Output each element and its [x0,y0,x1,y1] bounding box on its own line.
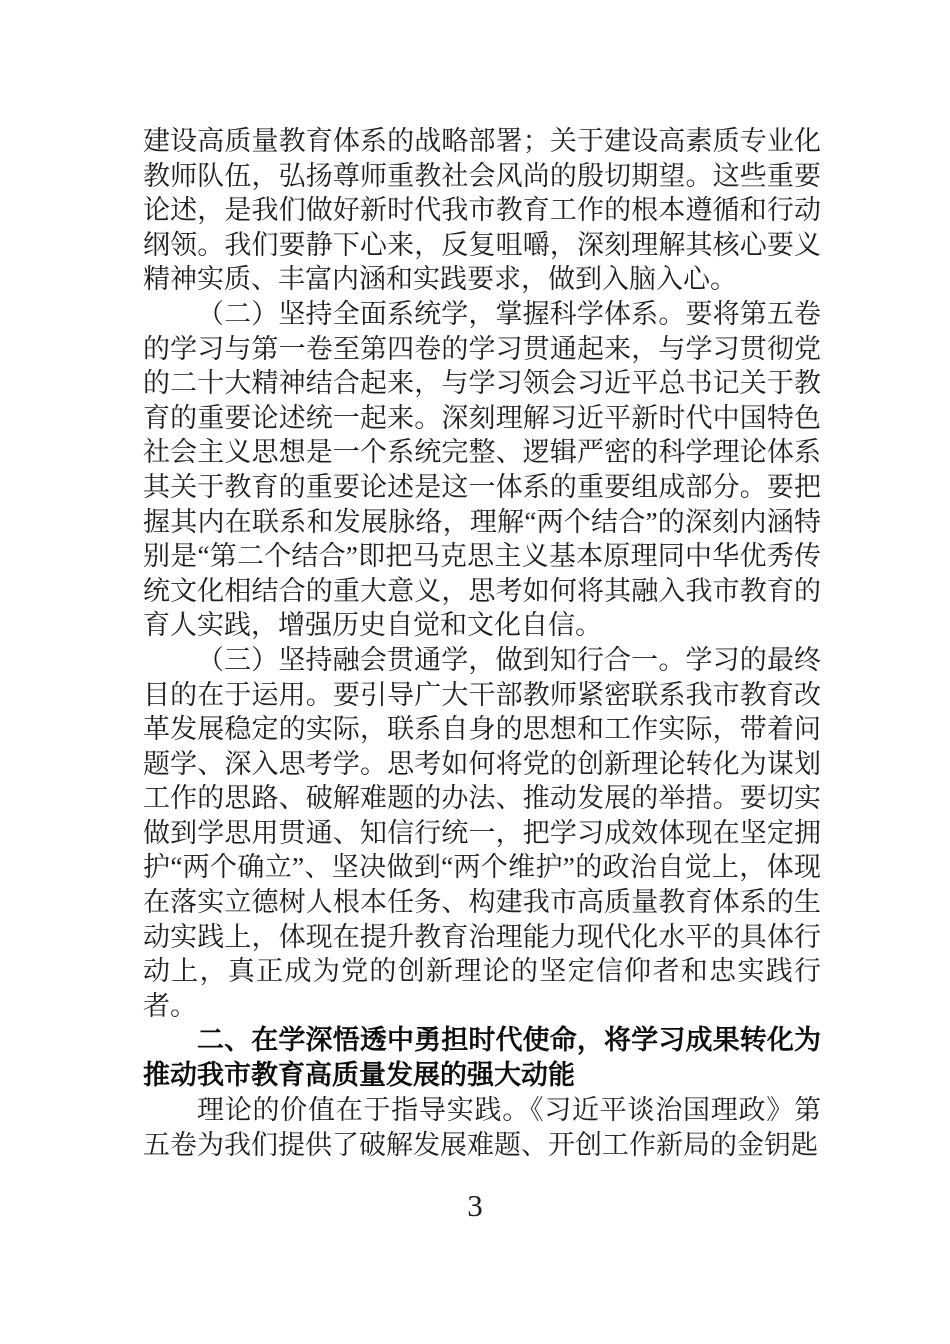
paragraph-point-three: （三）坚持融会贯通学，做到知行合一。学习的最终目的在于运用。要引导广大干部教师紧密联系我市教育改革发展稳定的实际，联系自身的思想和工作实际，带着问题学、深入思考学。思考如何将党的创新理论转化为谋划工作的思路、破解难题的办法、推动发展的举措。要切实做到学思用贯通、知信行统一，把学习成效体现在坚定拥护“两个确立”、坚决做到“两个维护”的政治自觉上，体现在落实立德树人根本任务、构建我市高质量教育体系的生动实践上，体现在提升教育治理能力现代化水平的具体行动上，真正成为党的创新理论的坚定信仰者和忠实践行者。 [143,644,821,1021]
paragraph-point-two: （二）坚持全面系统学，掌握科学体系。要将第五卷的学习与第一卷至第四卷的学习贯通起来，与学习贯彻党的二十大精神结合起来，与学习领会习近平总书记关于教育的重要论述统一起来。深刻理解习近平新时代中国特色社会主义思想是一个系统完整、逻辑严密的科学理论体系其关于教育的重要论述是这一体系的重要组成部分。要把握其内在联系和发展脉络，理解“两个结合”的深刻内涵特别是“第二个结合”即把马克思主义基本原理同中华优秀传统文化相结合的重大意义，思考如何将其融入我市教育的育人实践，增强历史自觉和文化自信。 [143,298,821,641]
paragraph-theory-value: 理论的价值在于指导实践。《习近平谈治国理政》第五卷为我们提供了破解发展难题、开创工作新局的金钥匙 [143,1095,821,1161]
page-number: 3 [467,1188,483,1223]
document-body [143,124,821,1163]
section-heading: 二、在学深悟透中勇担时代使命，将学习成果转化为推动我市教育高质量发展的强大动能 [143,1025,821,1091]
paragraph-continuation: 建设高质量教育体系的战略部署；关于建设高素质专业化教师队伍，弘扬尊师重教社会风尚的殷切期望。这些重要论述，是我们做好新时代我市教育工作的根本遵循和行动纲领。我们要静下心来，反复咀嚼，深刻理解其核心要义精神实质、丰富内涵和实践要求，做到入脑入心。 [143,126,821,295]
